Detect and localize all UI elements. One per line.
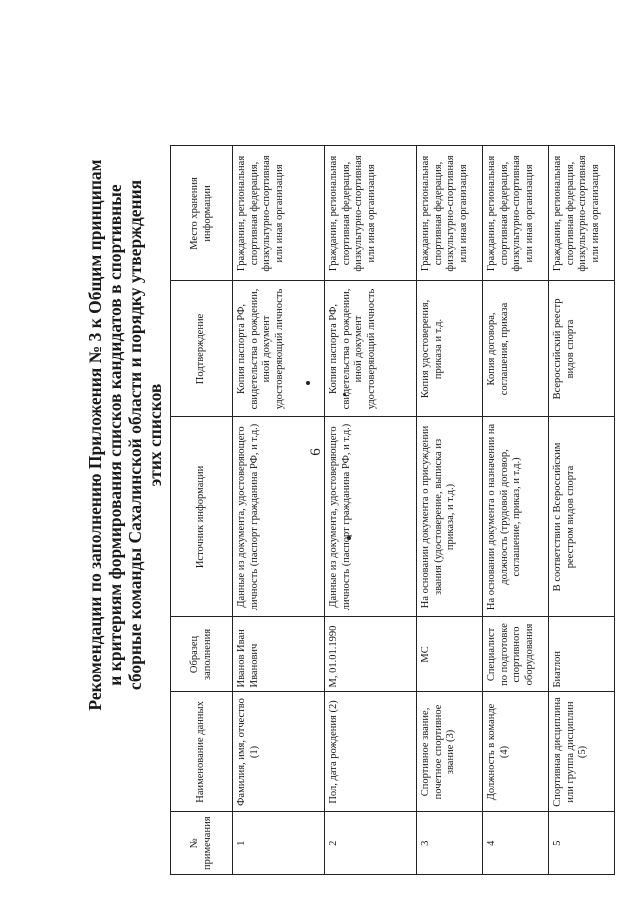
cell-data-name: Спортивное звание, почетное спортивное звание (3) [417,692,483,812]
table-row [483,146,549,875]
table-header-row [171,146,233,875]
cell-data-name: Должность в команде (4) [483,692,549,812]
row-number: 4 [483,812,549,875]
header-number: № примечания [171,812,233,875]
table-row [233,146,325,875]
cell-sample: М, 01.01.1990 [325,617,417,692]
page-number: 6 [308,448,324,456]
cell-storage: Гражданин, региональная спортивная федерация, физкультурно-спортивная или иная организация [549,146,615,281]
table-row [325,146,417,875]
title-line: этих списков [145,383,165,487]
cell-source: В соответствии с Всероссийским реестром видов спорта [549,417,615,617]
header-sample: Образец заполнения [171,617,233,692]
cell-storage: Гражданин, региональная спортивная федерация, физкультурно-спортивная или иная организация [417,146,483,281]
cell-sample: Специалист по подготовке спортивного оборудования [483,617,549,692]
cell-sample: Иванов Иван Иванович [233,617,325,692]
cell-confirmation: Копия договора, соглашения, приказа [483,281,549,417]
table-row [417,146,483,875]
row-number: 2 [325,812,417,875]
cell-confirmation: Копия удостоверения, приказа и т.д. [417,281,483,417]
cell-source: На основании документа о назначении на должность (трудовой договор, соглашение, приказ, и т.д.) [483,417,549,617]
title-line: и критериям формирования списков кандидатов в спортивные [105,184,125,686]
row-number: 3 [417,812,483,875]
cell-storage: Гражданин, региональная спортивная федерация, физкультурно-спортивная или иная организация [483,146,549,281]
header-source: Источник информации [171,417,233,617]
cell-data-name: Пол, дата рождения (2) [325,692,417,812]
cell-source: На основании документа о присуждении звания (удостоверение, выписка из приказа, и т.д.) [417,417,483,617]
table-row [549,146,615,875]
cell-data-name: Фамилия, имя, отчество (1) [233,692,325,812]
header-data-name: Наименование данных [171,692,233,812]
cell-storage: Гражданин, региональная спортивная федерация, физкультурно-спортивная или иная организация [233,146,325,281]
header-storage: Место хранения информации [171,146,233,281]
cell-source: Данные из документа, удостоверяющего личность (паспорт гражданина РФ, и т.д.) [325,417,417,617]
cell-confirmation: Всероссийский реестр видов спорта [549,281,615,417]
cell-confirmation: Копия паспорта РФ, свидетельства о рождении, иной документ удостоверяющий личность [233,281,325,417]
row-number: 1 [233,812,325,875]
header-confirmation: Подтверждение [171,281,233,417]
cell-data-name: Спортивная дисциплина или группа дисциплин (5) [549,692,615,812]
document-title [85,55,165,815]
data-table [170,145,615,875]
row-number: 5 [549,812,615,875]
title-line: сборные команды Сахалинской области и порядку утверждения [125,179,145,691]
cell-sample: МС [417,617,483,692]
title-line: Рекомендации по заполнению Приложения № 3 к Общим принципам [85,159,105,711]
cell-confirmation: Копия паспорта РФ, свидетельства о рождении, иной документ удостоверяющий личность [325,281,417,417]
cell-sample: Биатлон [549,617,615,692]
cell-source: Данные из документа, удостоверяющего личность (паспорт гражданина РФ, и т.д.) [233,417,325,617]
cell-storage: Гражданин, региональная спортивная федерация, физкультурно-спортивная или иная организация [325,146,417,281]
